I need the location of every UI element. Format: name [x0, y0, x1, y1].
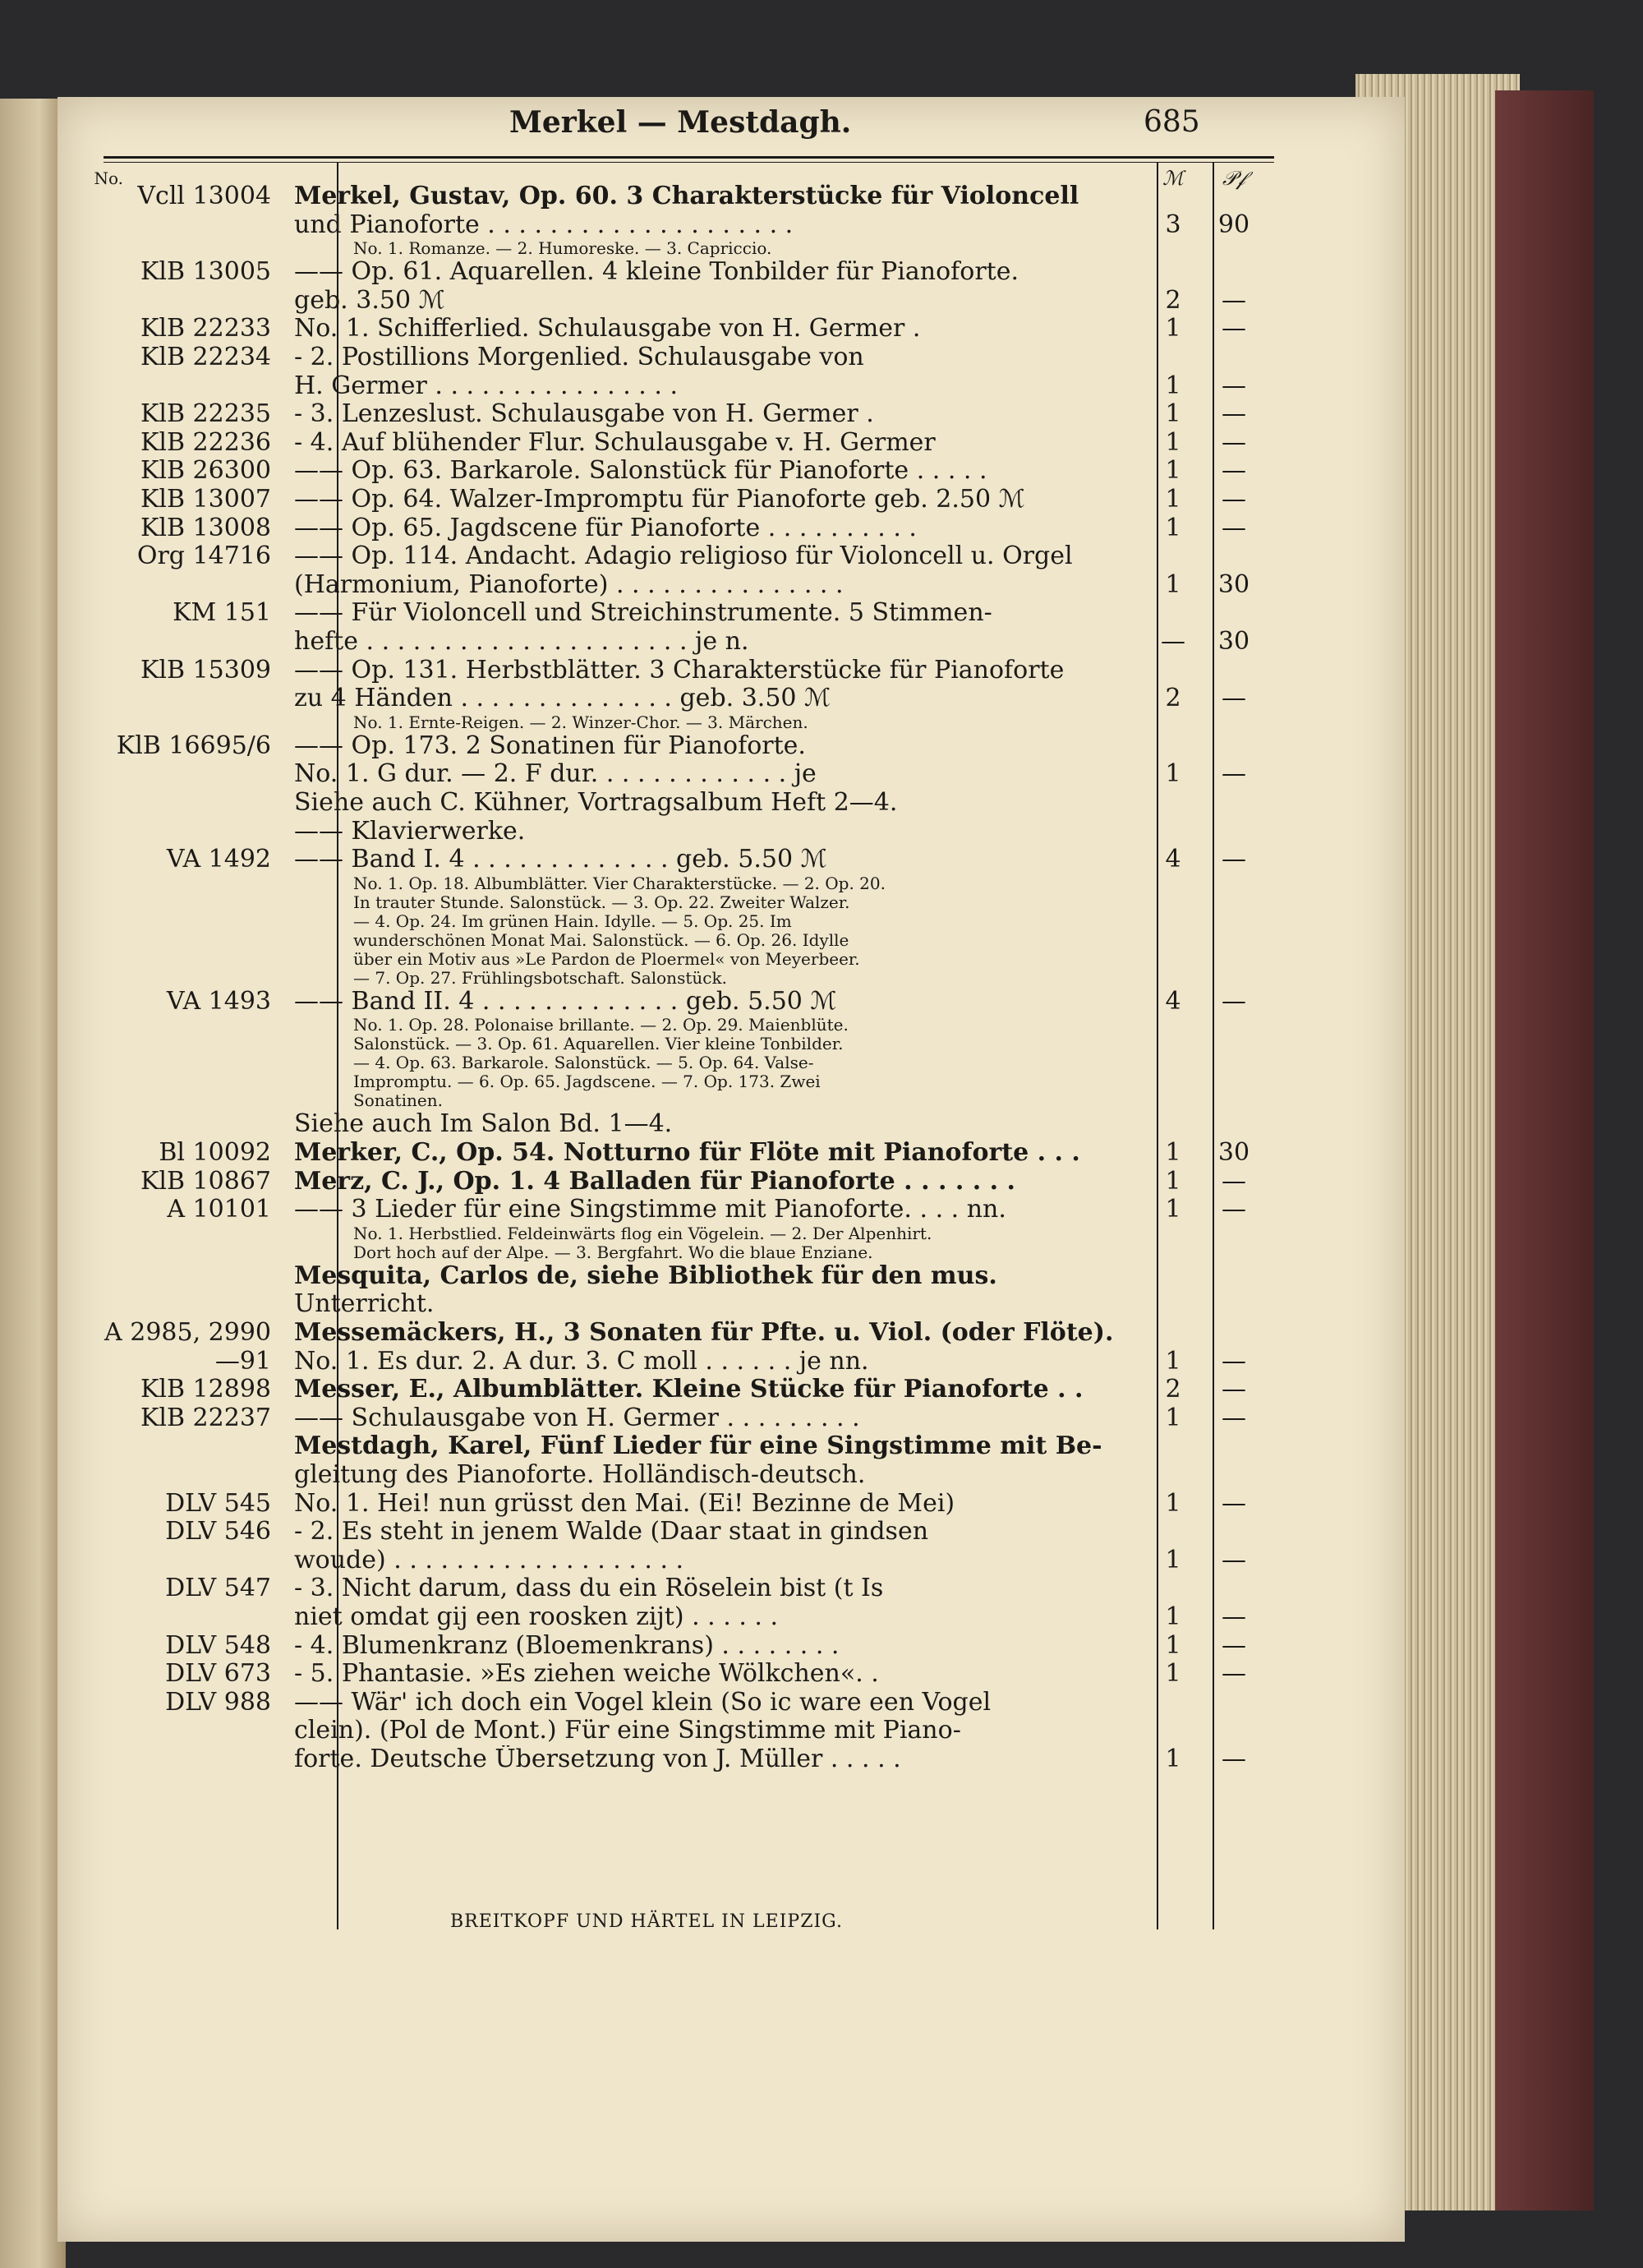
catalog-number: KlB 13005: [140, 257, 271, 287]
entry-description: wunderschönen Monat Mai. Salonstück. — 6. Op. 26. Idylle: [353, 930, 849, 950]
entry-description: Merkel, Gustav, Op. 60. 3 Charakterstücke für Violoncell: [294, 182, 1079, 210]
col-pf: 𝒫𝒻: [1222, 167, 1245, 190]
entry-description: Merker, C., Op. 54. Notturno für Flöte mit Pianoforte . . .: [294, 1139, 1080, 1167]
entry-description: —— Op. 63. Barkarole. Salonstück für Pianoforte . . . . .: [294, 457, 987, 486]
col-mark: ℳ: [1162, 167, 1184, 190]
price-pfennig: —: [1222, 1630, 1246, 1660]
entry-description: In trauter Stunde. Salonstück. — 3. Op. 22. Zweiter Walzer.: [353, 892, 850, 912]
entry-description: - 3. Nicht darum, dass du ein Röselein bist (t Is: [294, 1574, 884, 1603]
book-cover: [1495, 90, 1594, 2210]
entry-description: No. 1. Es dur. 2. A dur. 3. C moll . . . . . . je nn.: [294, 1347, 869, 1376]
entry-description: —— Band I. 4 . . . . . . . . . . . . . geb. 5.50 ℳ: [294, 846, 827, 874]
entry-description: —— Für Violoncell und Streichinstrumente. 5 Stimmen-: [294, 599, 992, 628]
price-pfennig: —: [1222, 513, 1246, 542]
left-page-edge: [0, 99, 66, 2268]
entry-description: gleitung des Pianoforte. Holländisch-deutsch.: [294, 1461, 866, 1489]
catalog-number: KM 151: [173, 598, 271, 628]
price-pfennig: —: [1222, 1403, 1246, 1432]
price-pfennig: —: [1222, 285, 1246, 315]
price-pfennig: —: [1222, 427, 1246, 457]
catalog-number: DLV 548: [165, 1630, 271, 1660]
catalog-number: KlB 22234: [140, 343, 271, 371]
catalog-number: DLV 545: [165, 1488, 271, 1518]
price-mark: 1: [1165, 1545, 1181, 1574]
price-pfennig: —: [1222, 1195, 1246, 1224]
entry-description: Merz, C. J., Op. 1. 4 Balladen für Pianoforte . . . . . . .: [294, 1167, 1015, 1196]
price-pfennig: —: [1222, 1166, 1246, 1196]
price-pfennig: —: [1222, 314, 1246, 343]
catalog-number: DLV 673: [165, 1659, 271, 1689]
catalog-number: Vcll 13004: [137, 182, 271, 210]
entry-description: —— Band II. 4 . . . . . . . . . . . . . geb. 5.50 ℳ: [294, 987, 837, 1016]
catalog-number: KlB 26300: [140, 456, 271, 486]
entry-description: — 7. Op. 27. Frühlingsbotschaft. Salonstück.: [353, 968, 727, 988]
price-pfennig: —: [1222, 1659, 1246, 1689]
catalog-number: VA 1492: [166, 845, 271, 874]
catalog-number: DLV 988: [165, 1687, 271, 1717]
entry-description: - 4. Blumenkranz (Bloemenkrans) . . . . . . . .: [294, 1631, 840, 1660]
price-mark: 2: [1165, 285, 1181, 315]
price-mark: 1: [1165, 399, 1181, 429]
price-mark: 3: [1165, 210, 1181, 239]
catalog-number: DLV 547: [165, 1574, 271, 1603]
catalog-number: KlB 10867: [140, 1166, 271, 1196]
price-pfennig: 90: [1217, 210, 1250, 239]
price-pfennig: —: [1222, 986, 1246, 1016]
entry-description: forte. Deutsche Übersetzung von J. Müller . . . . .: [294, 1745, 901, 1773]
catalog-number: KlB 13007: [140, 485, 271, 514]
catalog-number: KlB 16695/6: [116, 731, 271, 760]
price-mark: —: [1161, 627, 1185, 656]
entry-description: No. 1. Op. 18. Albumblätter. Vier Charakterstücke. — 2. Op. 20.: [353, 874, 886, 893]
col-no: No.: [94, 168, 123, 188]
price-mark: 1: [1165, 485, 1181, 514]
entry-description: —— Schulausgabe von H. Germer . . . . . . . . .: [294, 1404, 860, 1432]
entry-description: No. 1. Op. 28. Polonaise brillante. — 2. Op. 29. Maienblüte.: [353, 1016, 849, 1035]
entry-description: Mestdagh, Karel, Fünf Lieder für eine Singstimme mit Be-: [294, 1432, 1102, 1461]
price-mark: 1: [1165, 1488, 1181, 1518]
entry-description: —— Klavierwerke.: [294, 817, 526, 846]
running-title: Merkel — Mestdagh.: [509, 105, 852, 140]
price-pfennig: —: [1222, 1346, 1246, 1376]
price-mark: 1: [1165, 513, 1181, 542]
catalog-number: KlB 15309: [140, 655, 271, 685]
price-pfennig: —: [1222, 845, 1246, 874]
catalog-number: KlB 12898: [140, 1375, 271, 1404]
price-pfennig: —: [1222, 1488, 1246, 1518]
price-pfennig: —: [1222, 399, 1246, 429]
catalog-number: A 10101: [167, 1195, 271, 1224]
entry-description: No. 1. G dur. — 2. F dur. . . . . . . . . . . . . je: [294, 760, 817, 789]
catalog-number: —91: [214, 1346, 271, 1376]
entry-description: —— Op. 61. Aquarellen. 4 kleine Tonbilder für Pianoforte.: [294, 258, 1019, 287]
catalog-number: Bl 10092: [159, 1138, 271, 1167]
entry-description: (Harmonium, Pianoforte) . . . . . . . . . . . . . . .: [294, 570, 844, 599]
entry-description: Mesquita, Carlos de, siehe Bibliothek für den mus.: [294, 1261, 997, 1290]
entry-description: No. 1. Hei! nun grüsst den Mai. (Ei! Bezinne de Mei): [294, 1489, 955, 1518]
price-mark: 1: [1165, 1403, 1181, 1432]
entry-description: Messer, E., Albumblätter. Kleine Stücke für Pianoforte . .: [294, 1376, 1084, 1404]
catalog-number: VA 1493: [166, 986, 271, 1016]
price-mark: 1: [1165, 427, 1181, 457]
entry-description: —— Op. 114. Andacht. Adagio religioso für Violoncell u. Orgel: [294, 542, 1073, 571]
catalog-number: KlB 22237: [140, 1403, 271, 1432]
entry-description: - 3. Lenzeslust. Schulausgabe von H. Germer .: [294, 400, 874, 429]
entry-description: Impromptu. — 6. Op. 65. Jagdscene. — 7. Op. 173. Zwei: [353, 1072, 821, 1092]
entry-description: — 4. Op. 24. Im grünen Hain. Idylle. — 5. Op. 25. Im: [353, 911, 792, 931]
price-pfennig: —: [1222, 371, 1246, 400]
price-pfennig: —: [1222, 1745, 1246, 1773]
entry-description: Unterricht.: [294, 1290, 435, 1319]
price-mark: 1: [1165, 569, 1181, 599]
entry-description: zu 4 Händen . . . . . . . . . . . . . . geb. 3.50 ℳ: [294, 685, 831, 713]
price-mark: 1: [1165, 1346, 1181, 1376]
price-mark: 1: [1165, 1195, 1181, 1224]
catalog-number: A 2985, 2990: [104, 1318, 271, 1347]
price-mark: 1: [1165, 1602, 1181, 1631]
running-header: [0, 105, 1347, 146]
entry-description: —— Wär' ich doch ein Vogel klein (So ic ware een Vogel: [294, 1688, 992, 1717]
price-pfennig: —: [1222, 1375, 1246, 1404]
price-mark: 1: [1165, 1659, 1181, 1689]
price-pfennig: —: [1222, 485, 1246, 514]
header-rule: [104, 156, 1274, 159]
price-pfennig: 30: [1217, 569, 1250, 599]
entry-description: - 2. Es steht in jenem Walde (Daar staat in gindsen: [294, 1518, 929, 1547]
price-mark: 1: [1165, 1630, 1181, 1660]
price-pfennig: —: [1222, 1602, 1246, 1631]
entry-description: niet omdat gij een roosken zijt) . . . . . .: [294, 1603, 778, 1631]
entry-description: clein). (Pol de Mont.) Für eine Singstimme mit Piano-: [294, 1717, 961, 1745]
entry-description: No. 1. Ernte-Reigen. — 2. Winzer-Chor. — 3. Märchen.: [353, 712, 808, 732]
page-number: 685: [1144, 105, 1200, 139]
entry-description: Messemäckers, H., 3 Sonaten für Pfte. u. Viol. (oder Flöte).: [294, 1319, 1114, 1347]
price-mark: 1: [1165, 314, 1181, 343]
header-rule-thin: [104, 162, 1274, 163]
price-mark: 1: [1165, 1138, 1181, 1167]
entry-description: Salonstück. — 3. Op. 61. Aquarellen. Vier kleine Tonbilder.: [353, 1035, 844, 1054]
entry-description: —— Op. 64. Walzer-Impromptu für Pianoforte geb. 2.50 ℳ: [294, 486, 1025, 514]
price-mark: 4: [1165, 845, 1181, 874]
publisher-footer: BREITKOPF UND HÄRTEL IN LEIPZIG.: [450, 1911, 843, 1932]
entry-description: - 4. Auf blühender Flur. Schulausgabe v. H. Germer: [294, 428, 936, 457]
price-pfennig: —: [1222, 456, 1246, 486]
price-pfennig: 30: [1217, 627, 1250, 656]
price-mark: 1: [1165, 759, 1181, 789]
entry-description: und Pianoforte . . . . . . . . . . . . . . . . . . . .: [294, 210, 794, 239]
entry-description: - 5. Phantasie. »Es ziehen weiche Wölkchen«. .: [294, 1660, 879, 1689]
entry-description: H. Germer . . . . . . . . . . . . . . . .: [294, 371, 678, 400]
catalog-number: Org 14716: [136, 542, 271, 571]
price-mark: 1: [1165, 371, 1181, 400]
catalog-number: KlB 22236: [140, 427, 271, 457]
entry-description: woude) . . . . . . . . . . . . . . . . . . .: [294, 1546, 684, 1574]
entry-description: — 4. Op. 63. Barkarole. Salonstück. — 5. Op. 64. Valse-: [353, 1053, 814, 1073]
entry-description: No. 1. Schifferlied. Schulausgabe von H. Germer .: [294, 315, 921, 343]
catalog-number: KlB 13008: [140, 513, 271, 542]
price-mark: 1: [1165, 456, 1181, 486]
price-mark: 2: [1165, 1375, 1181, 1404]
entry-description: —— Op. 65. Jagdscene für Pianoforte . . . . . . . . . .: [294, 514, 917, 542]
catalog-number: DLV 546: [165, 1517, 271, 1547]
entry-description: No. 1. Herbstlied. Feldeinwärts flog ein Vögelein. — 2. Der Alpenhirt.: [353, 1224, 932, 1243]
entry-description: No. 1. Romanze. — 2. Humoreske. — 3. Capriccio.: [353, 239, 772, 259]
price-mark: 1: [1165, 1166, 1181, 1196]
entry-description: Siehe auch C. Kühner, Vortragsalbum Heft 2—4.: [294, 789, 898, 817]
price-mark: 2: [1165, 684, 1181, 713]
entry-description: —— Op. 131. Herbstblätter. 3 Charakterstücke für Pianoforte: [294, 656, 1065, 685]
entry-description: —— 3 Lieder für eine Singstimme mit Pianoforte. . . . nn.: [294, 1196, 1006, 1224]
entry-description: über ein Motiv aus »Le Pardon de Ploermel« von Meyerbeer.: [353, 949, 860, 969]
entry-description: - 2. Postillions Morgenlied. Schulausgabe von: [294, 343, 864, 371]
price-mark: 4: [1165, 986, 1181, 1016]
entry-description: hefte . . . . . . . . . . . . . . . . . . . . . je n.: [294, 628, 749, 656]
price-mark: 1: [1165, 1745, 1181, 1773]
price-pfennig: —: [1222, 1545, 1246, 1574]
price-pfennig: —: [1222, 759, 1246, 789]
entry-description: —— Op. 173. 2 Sonatinen für Pianoforte.: [294, 731, 806, 760]
price-pfennig: —: [1222, 684, 1246, 713]
entry-description: Siehe auch Im Salon Bd. 1—4.: [294, 1110, 673, 1139]
catalog-number: KlB 22233: [140, 314, 271, 343]
entry-description: Sonatinen.: [353, 1091, 443, 1111]
entry-description: geb. 3.50 ℳ: [294, 286, 445, 315]
entry-description: Dort hoch auf der Alpe. — 3. Bergfahrt. Wo die blaue Enziane.: [353, 1242, 873, 1262]
catalog-number: KlB 22235: [140, 399, 271, 429]
price-pfennig: 30: [1217, 1138, 1250, 1167]
